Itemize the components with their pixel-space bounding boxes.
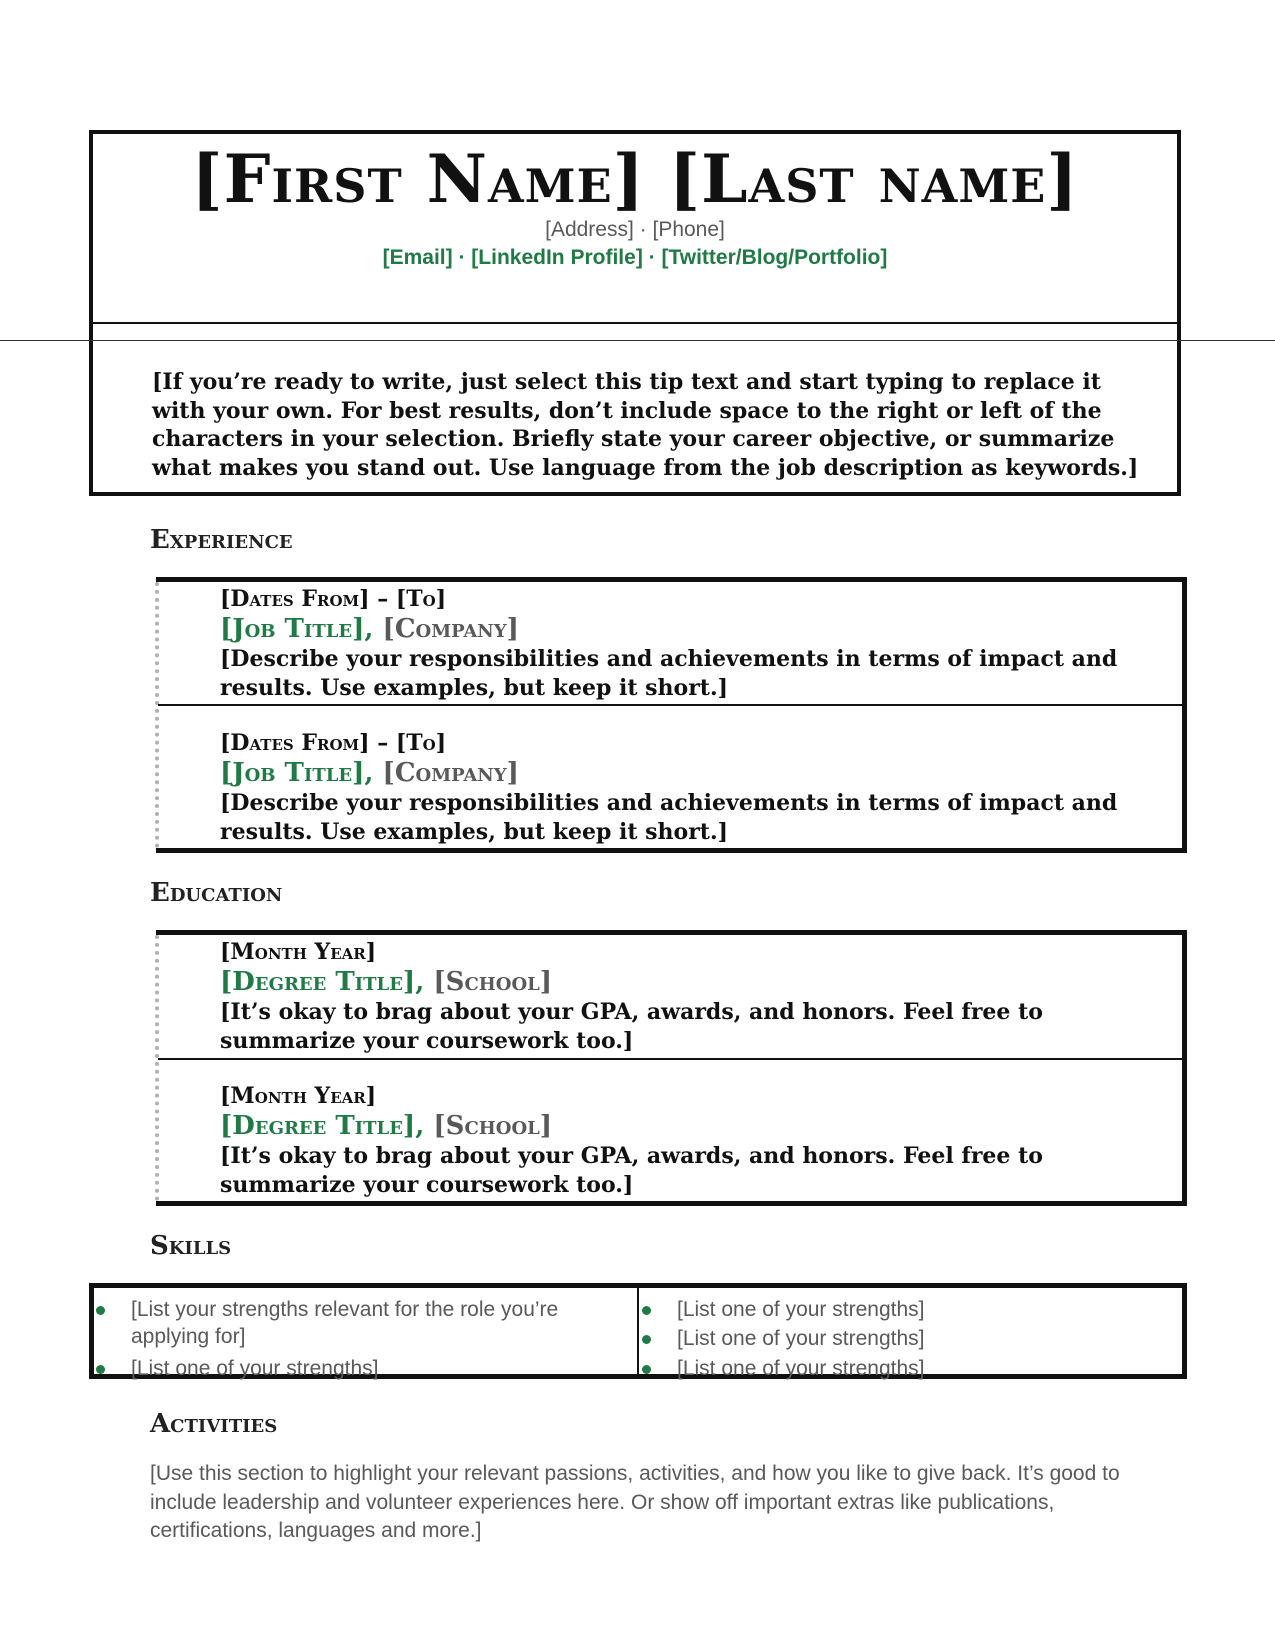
company: [Company] [382,614,519,644]
school: [School] [433,967,553,997]
address-phone[interactable]: [Address] · [Phone] [545,218,725,241]
entry-title-line [220,966,1120,998]
objective-text[interactable]: [If you’re ready to write, just select this tip text and start typing to replace it with your own. For best results, don’t include space to the right or left of the characters in your selection. Briefly state your career objective, or summarize what makes you stand out. Use language from the job description as keywords.] [152,369,1139,481]
entry-title-line [220,757,1120,789]
entry-dates: [Dates From] – [To] [220,730,447,756]
school: [School] [433,1111,553,1141]
entry-description: [Describe your responsibilities and achievements in terms of impact and results. Use examples, but keep it short.] [220,790,1118,845]
skills-heading: Skills [150,1231,232,1261]
experience-dotted-border [155,582,159,848]
job-title: [Job Title], [220,614,374,644]
company: [Company] [382,758,519,788]
job-title: [Job Title], [220,758,374,788]
header-divider [89,322,1181,324]
skill-item[interactable]: [List one of your strengths] [131,1357,379,1380]
experience-heading: Experience [150,525,293,555]
skill-item[interactable]: [List one of your strengths] [677,1327,925,1350]
experience-entry[interactable] [220,729,1120,846]
experience-entry[interactable] [220,585,1120,702]
degree-title: [Degree Title], [220,967,425,997]
entry-description: [It’s okay to brag about your GPA, awards, and honors. Feel free to summarize your coursework too.] [220,999,1043,1054]
degree-title: [Degree Title], [220,1111,425,1141]
candidate-name[interactable]: [First Name] [Last name] [191,140,1079,218]
education-heading: Education [150,878,283,908]
entry-dates: [Month Year] [220,939,377,965]
entry-dates: [Dates From] – [To] [220,586,447,612]
bullet-icon [96,1365,105,1374]
contact-links[interactable]: [Email] · [LinkedIn Profile] · [Twitter/Blog/Portfolio] [382,246,888,269]
skill-item[interactable]: [List your strengths relevant for the role you’re applying for] [131,1298,559,1348]
bullet-icon [642,1335,651,1344]
bullet-icon [642,1306,651,1315]
education-entry[interactable] [220,938,1120,1055]
page-horizontal-rule [0,340,1275,341]
experience-row-divider [158,704,1182,706]
bullet-icon [642,1365,651,1374]
entry-description: [It’s okay to brag about your GPA, awards, and honors. Feel free to summarize your coursework too.] [220,1143,1043,1198]
activities-heading: Activities [150,1409,278,1439]
entry-dates: [Month Year] [220,1083,377,1109]
skill-item[interactable]: [List one of your strengths] [677,1357,925,1380]
education-row-divider [158,1058,1182,1060]
education-dotted-border [155,935,159,1201]
entry-title-line [220,613,1120,645]
entry-description: [Describe your responsibilities and achievements in terms of impact and results. Use examples, but keep it short.] [220,646,1118,701]
skill-item[interactable]: [List one of your strengths] [677,1298,925,1321]
entry-title-line [220,1110,1120,1142]
bullet-icon [96,1306,105,1315]
skills-column-divider [637,1283,639,1379]
education-entry[interactable] [220,1082,1120,1199]
activities-text[interactable]: [Use this section to highlight your relevant passions, activities, and how you like to give back. It’s good to include leadership and volunteer experiences here. Or show off important extras like publications, certifications, languages and more.] [150,1462,1120,1542]
